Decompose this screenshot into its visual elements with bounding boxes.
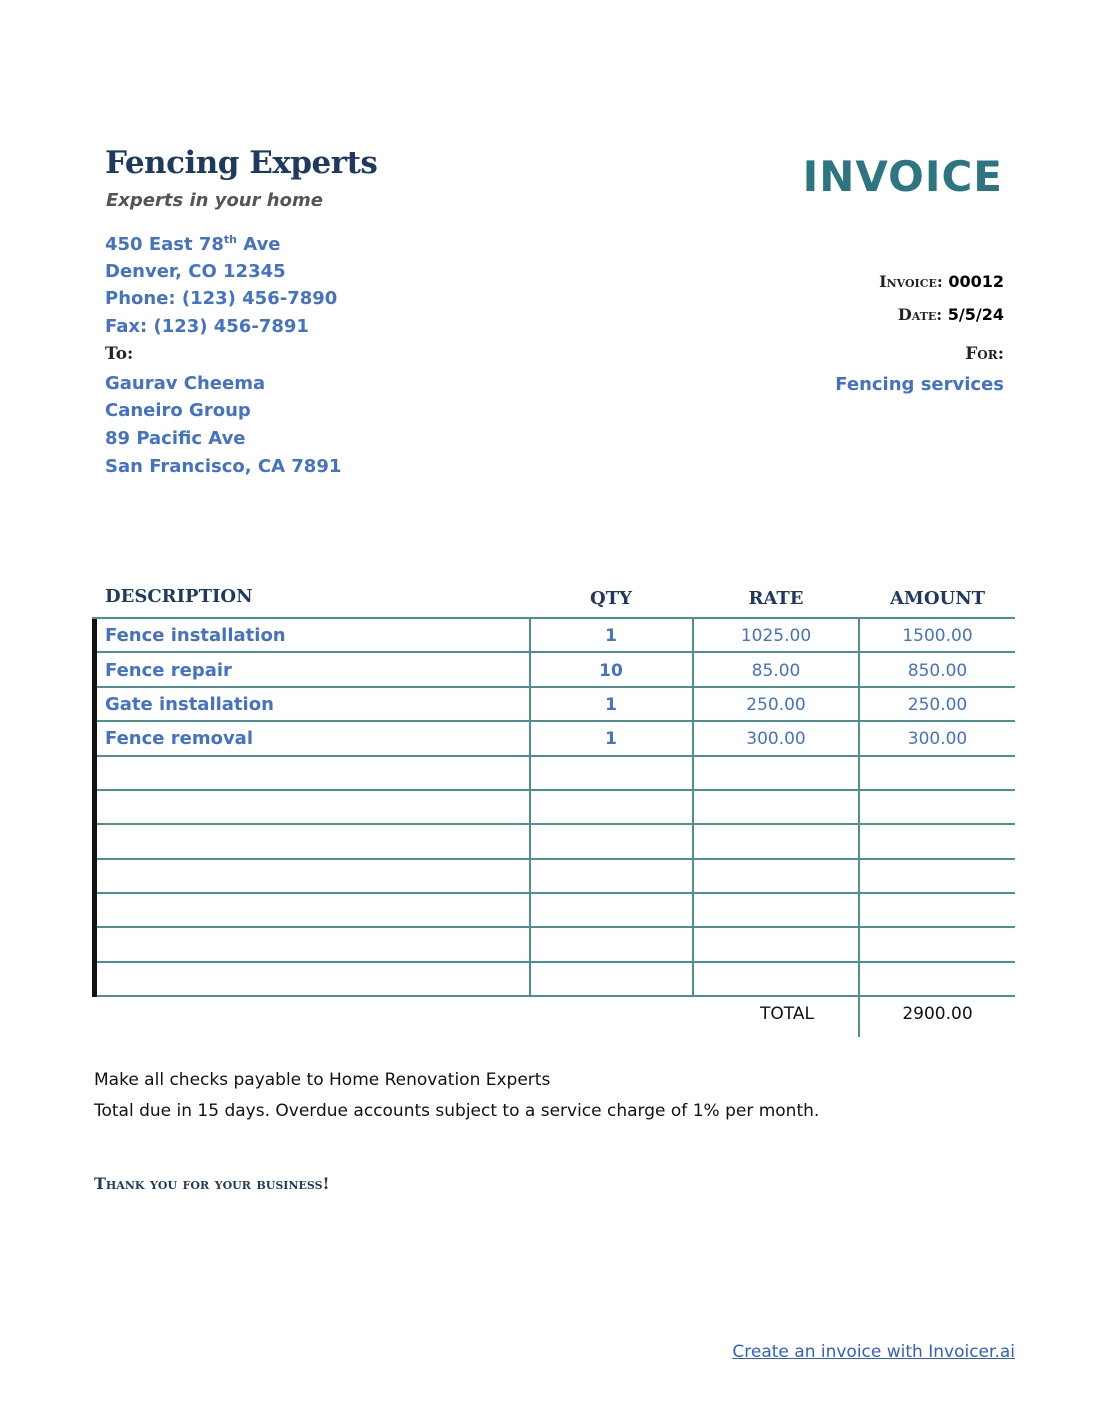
bill-to-name: Gaurav Cheema: [105, 373, 266, 394]
table-rule: [92, 858, 1015, 860]
company-name: Fencing Experts: [105, 145, 378, 181]
table-rule: [92, 789, 1015, 791]
row-amount: 1500.00: [902, 626, 973, 646]
company-address-line1: 450 East 78th Ave: [105, 233, 281, 255]
row-qty: 1: [605, 729, 617, 749]
table-left-border: [92, 619, 97, 997]
row-description: Fence repair: [105, 660, 232, 681]
bill-to-street: 89 Pacific Ave: [105, 428, 246, 449]
row-description: Fence installation: [105, 625, 286, 646]
header-rate: RATE: [748, 588, 804, 609]
company-address-line2: Denver, CO 12345: [105, 261, 286, 282]
company-phone: Phone: (123) 456-7890: [105, 288, 338, 309]
row-qty: 10: [599, 661, 623, 681]
invoicer-link[interactable]: Create an invoice with Invoicer.ai: [732, 1342, 1015, 1362]
total-label: TOTAL: [760, 1004, 814, 1024]
invoice-number-label: Invoice:: [879, 272, 943, 291]
row-rate: 250.00: [746, 695, 806, 715]
row-rate: 85.00: [751, 661, 801, 681]
invoice-heading: INVOICE: [802, 152, 1003, 201]
header-qty: QTY: [590, 588, 632, 609]
table-rule: [92, 823, 1015, 825]
invoice-date-row: [898, 305, 1004, 324]
row-amount: 250.00: [907, 695, 968, 715]
row-description: Fence removal: [105, 728, 253, 749]
table-rule: [92, 926, 1015, 928]
invoice-number-row: [879, 272, 1004, 291]
payment-note: Make all checks payable to Home Renovation Experts: [94, 1070, 551, 1090]
row-amount: 850.00: [907, 661, 968, 681]
total-value: 2900.00: [902, 1004, 973, 1024]
table-rule: [92, 961, 1015, 963]
thank-you-note: Thank you for your business!: [94, 1174, 330, 1193]
company-tagline: Experts in your home: [106, 190, 323, 211]
header-amount: AMOUNT: [889, 588, 986, 609]
header-description: DESCRIPTION: [105, 586, 253, 607]
bill-to-city: San Francisco, CA 7891: [105, 456, 342, 477]
row-rate: 1025.00: [740, 626, 812, 646]
bill-to-company: Caneiro Group: [105, 400, 251, 421]
invoice-date-label: Date:: [897, 305, 943, 324]
terms-note: Total due in 15 days. Overdue accounts subject to a service charge of 1% per month.: [94, 1101, 820, 1121]
invoice-date: 5/5/24: [947, 305, 1004, 324]
company-fax: Fax: (123) 456-7891: [105, 316, 309, 337]
table-rule: [92, 892, 1015, 894]
row-qty: 1: [605, 626, 617, 646]
for-label: For:: [965, 344, 1004, 364]
row-qty: 1: [605, 695, 617, 715]
row-amount: 300.00: [907, 729, 968, 749]
row-description: Gate installation: [105, 694, 274, 715]
invoice-number: 00012: [948, 272, 1004, 291]
row-rate: 300.00: [746, 729, 806, 749]
table-rule: [92, 995, 1015, 997]
for-value: Fencing services: [835, 374, 1004, 395]
bill-to-label: To:: [105, 344, 134, 364]
